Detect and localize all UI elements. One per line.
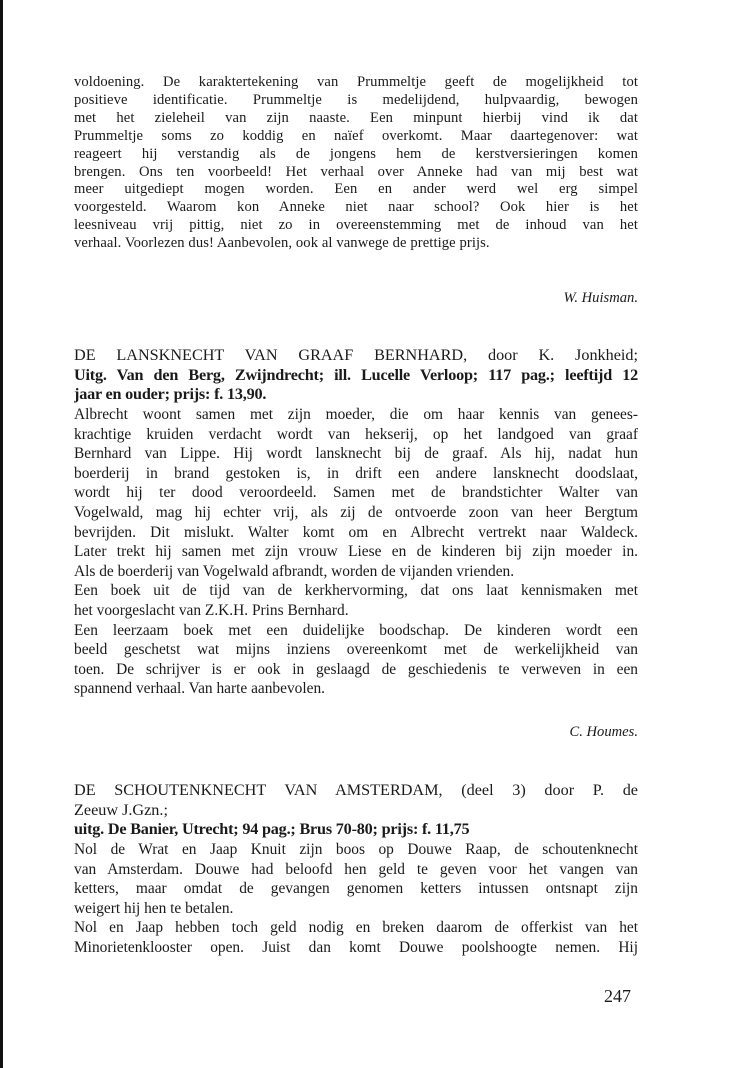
- text-line: Minorietenklooster open. Juist dan komt Douwe poolshoogte nemen. Hij: [74, 938, 638, 956]
- text-line: spannend verhaal. Van harte aanbevolen.: [74, 680, 325, 698]
- text-line: Prummeltje soms zo koddig en naïef overkomt. Maar daartegenover: wat: [74, 127, 638, 144]
- text-line: Een leerzaam boek met een duidelijke boodschap. De kinderen wordt een: [74, 621, 638, 639]
- heading-line: DE LANSKNECHT VAN GRAAF BERNHARD, door K. Jonkheid;: [74, 346, 638, 364]
- review2-signature: C. Houmes.: [569, 724, 638, 740]
- review2-body: [74, 405, 638, 699]
- text-line: Nol de Wrat en Jaap Knuit zijn boos op Douwe Raap, de schoutenknecht: [74, 841, 638, 858]
- text-line: beeld geschetst wat mijns inziens overeenkomt met de werkelijkheid van: [74, 641, 638, 659]
- text-line: van Amsterdam. Douwe had beloofd hen geld te geven voor het vangen van: [74, 860, 638, 878]
- text-line: bevrijden. Dit mislukt. Walter komt om en Albrecht vertrekt naar Waldeck.: [74, 523, 638, 541]
- text-line: Bernhard van Lippe. Hij wordt lansknecht bij de graaf. Als hij, nadat hun: [74, 445, 638, 463]
- text-line: Later trekt hij samen met zijn vrouw Liese en de kinderen bij zijn moeder in.: [74, 543, 638, 561]
- text-line: brengen. Ons ten voorbeeld! Het verhaal over Anneke had van mij best wat: [74, 163, 638, 180]
- page-number: 247: [604, 986, 631, 1006]
- text-line: leesniveau vrij pittig, niet zo in overeenstemming met de inhoud van het: [74, 217, 638, 234]
- review1-text: [74, 74, 638, 253]
- review3-heading: [74, 781, 638, 840]
- text-line: reageert hij verstandig als de jongens hem de kerstversieringen komen: [74, 145, 638, 162]
- text-line: voldoening. De karaktertekening van Prummeltje geeft de mogelijkheid tot: [74, 74, 638, 90]
- heading-line: jaar en ouder; prijs: f. 13,90.: [74, 385, 267, 404]
- text-line: Een boek uit de tijd van de kerkhervorming, dat ons laat kennismaken met: [74, 582, 638, 600]
- page-edge: [0, 0, 3, 1068]
- heading-line: uitg. De Banier, Utrecht; 94 pag.; Brus 70-80; prijs: f. 11,75: [74, 820, 470, 839]
- text-line: wordt hij ter dood veroordeeld. Samen met de brandstichter Walter van: [74, 484, 638, 502]
- text-line: het voorgeslacht van Z.K.H. Prins Bernhard.: [74, 601, 349, 619]
- review2-heading: [74, 346, 638, 405]
- heading-line: Uitg. Van den Berg, Zwijndrecht; ill. Lucelle Verloop; 117 pag.; leeftijd 12: [74, 365, 638, 384]
- text-line: ketters, maar omdat de gevangen genomen ketters intussen ontsnapt zijn: [74, 880, 638, 898]
- text-line: verhaal. Voorlezen dus! Aanbevolen, ook al vanwege de prettige prijs.: [74, 235, 490, 252]
- review1-signature: W. Huisman.: [563, 290, 638, 306]
- text-line: weigert hij hen te betalen.: [74, 899, 234, 917]
- text-line: Albrecht woont samen met zijn moeder, die om haar kennis van genees-: [74, 406, 638, 423]
- text-line: boerderij in brand gestoken is, in drift een andere lansknecht doodslaat,: [74, 464, 638, 482]
- text-line: met het zieleheil van zijn naaste. Een minpunt hierbij vind ik dat: [74, 109, 638, 126]
- heading-line: DE SCHOUTENKNECHT VAN AMSTERDAM, (deel 3) door P. de: [74, 781, 638, 799]
- text-line: Nol en Jaap hebben toch geld nodig en breken daarom de offerkist van het: [74, 919, 638, 937]
- text-line: Vogelwald, mag hij echter vrij, als zij de ontvoerde zoon van heer Bergtum: [74, 503, 638, 521]
- text-line: toen. De schrijver is er ook in geslaagd de geschiedenis te verweven in een: [74, 660, 638, 678]
- review3-body: [74, 840, 638, 958]
- text-line: krachtige kruiden verdacht wordt van hekserij, op het landgoed van graaf: [74, 425, 638, 443]
- text-line: meer uitgediept mogen worden. Een en ander werd wel erg simpel: [74, 181, 638, 198]
- text-line: positieve identificatie. Prummeltje is medelijdend, hulpvaardig, bewogen: [74, 91, 638, 108]
- text-line: Als de boerderij van Vogelwald afbrandt, worden de vijanden vrienden.: [74, 562, 515, 580]
- heading-line: Zeeuw J.Gzn.;: [74, 800, 168, 819]
- text-line: voorgesteld. Waarom kon Anneke niet naar school? Ook hier is het: [74, 199, 638, 216]
